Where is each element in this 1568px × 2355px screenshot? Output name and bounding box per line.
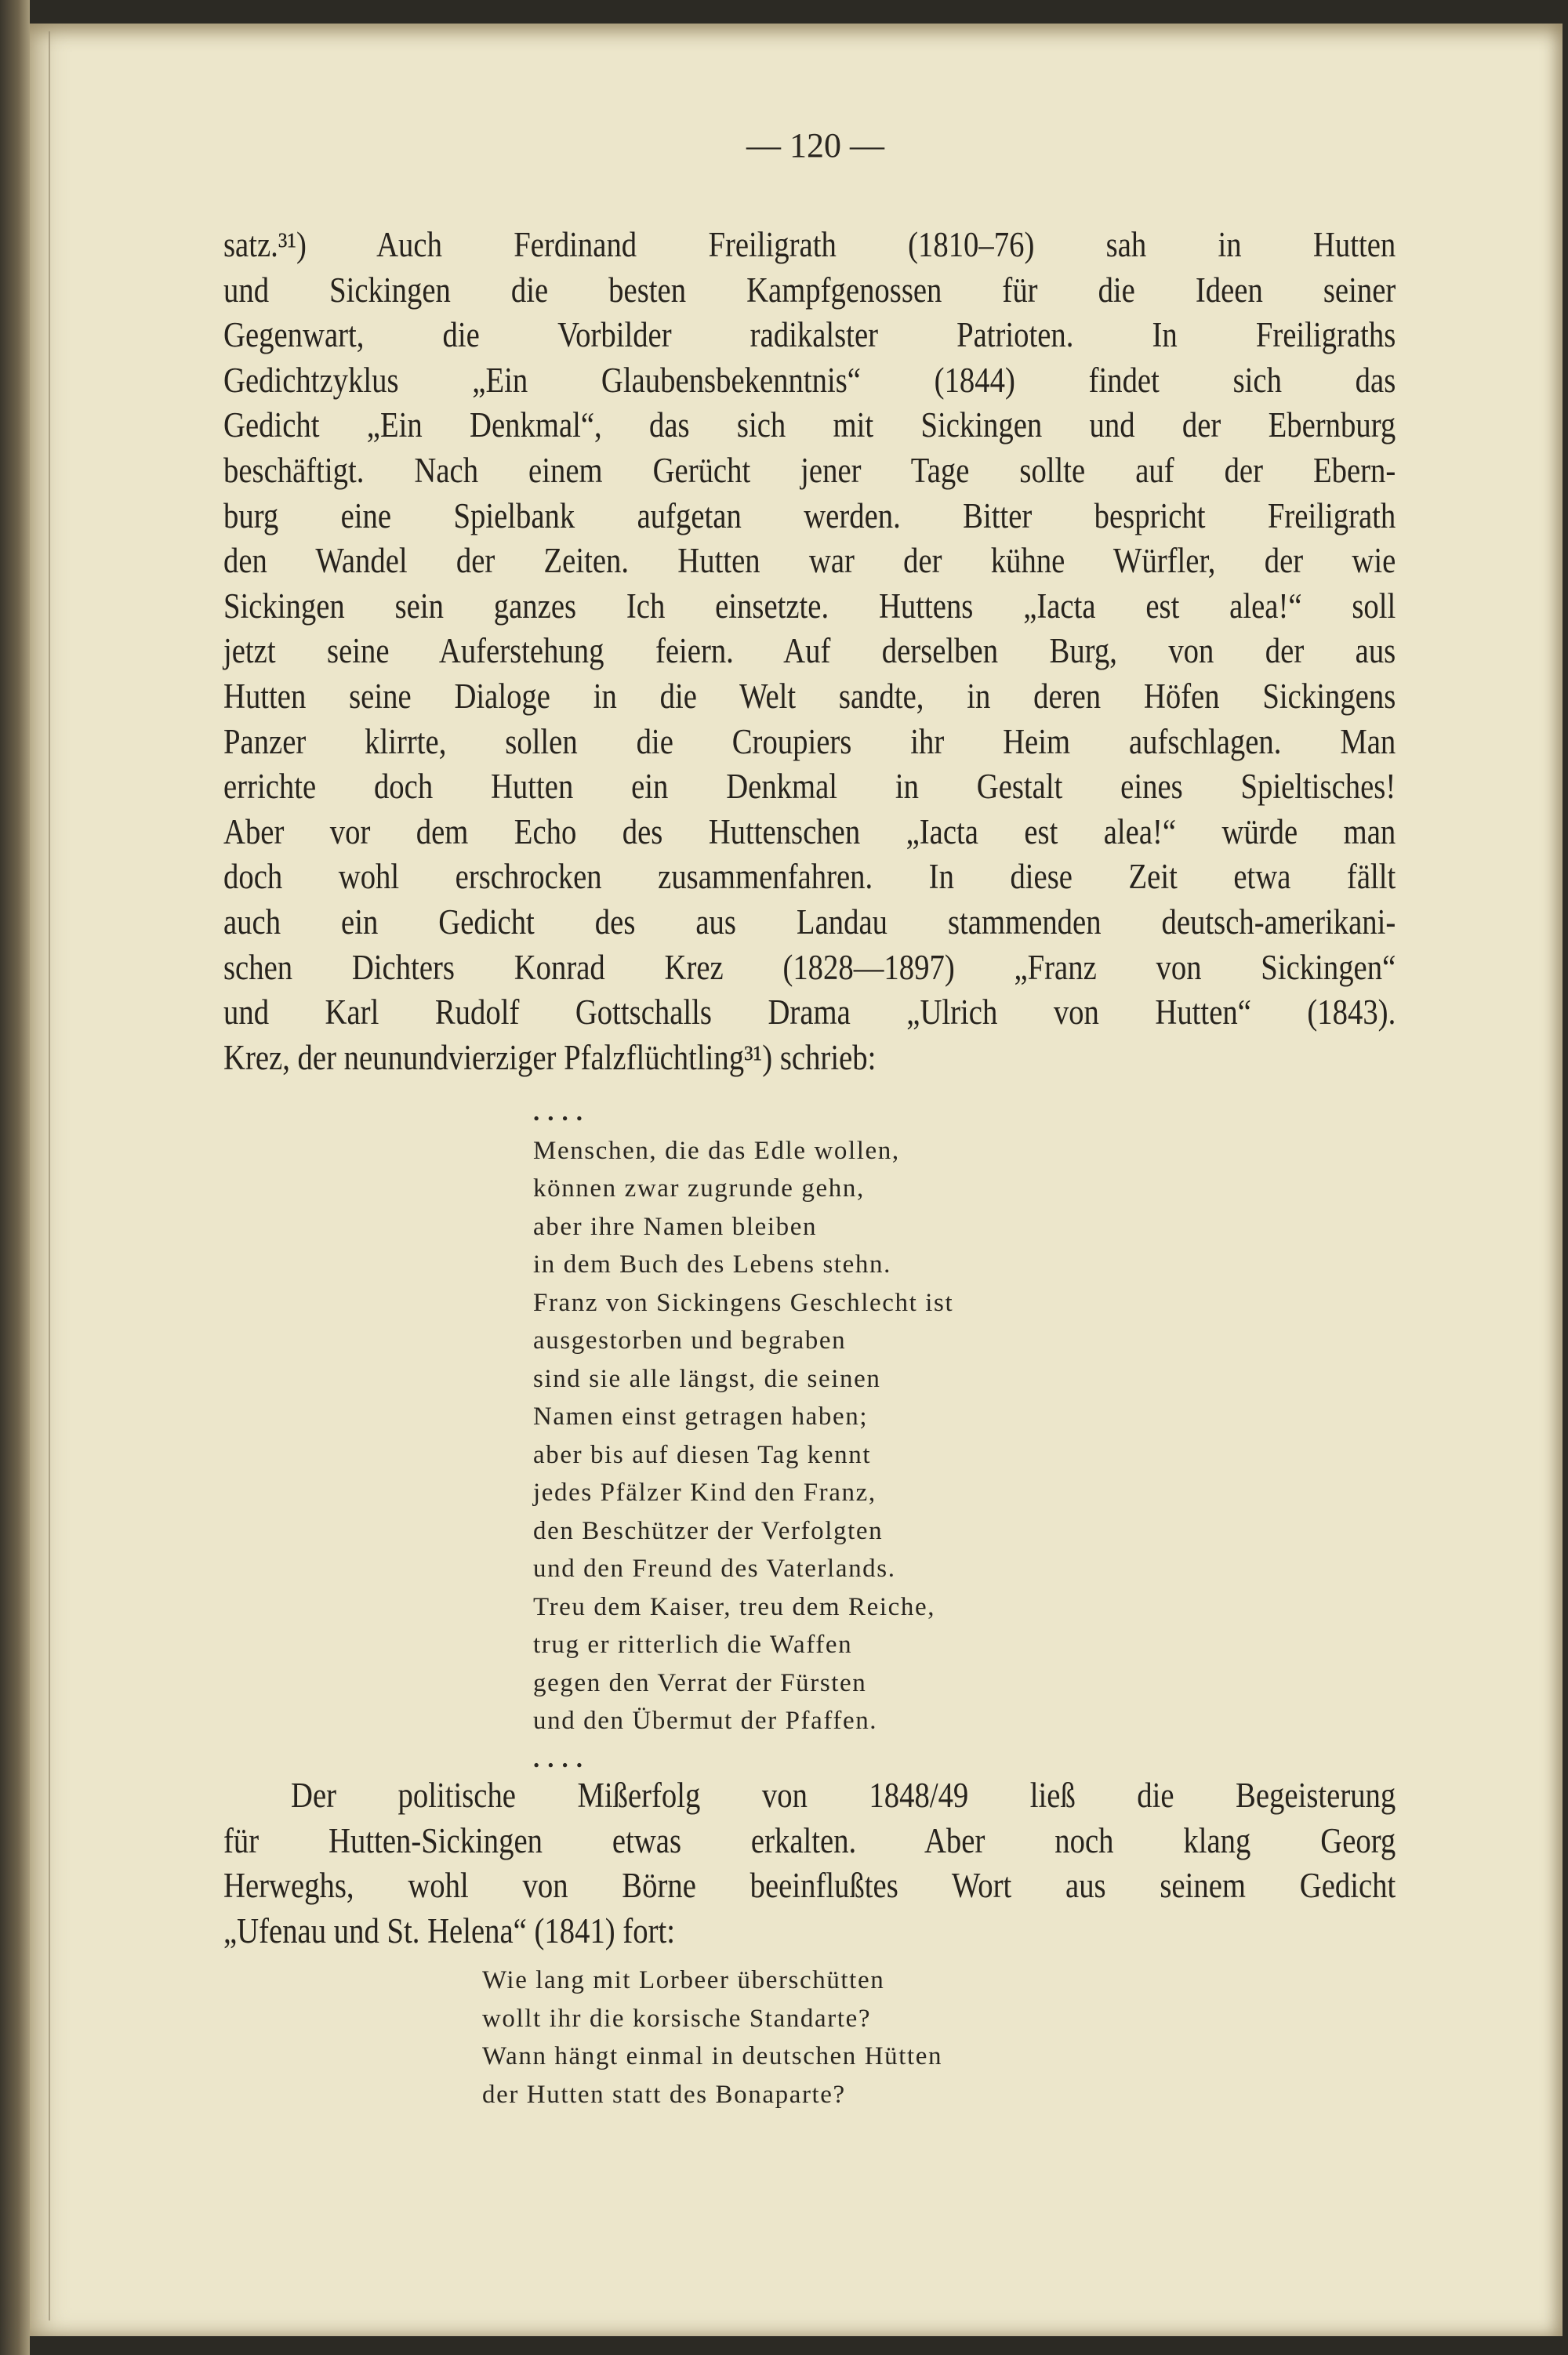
paragraph-1 (223, 223, 1396, 1080)
poem-line: Treu dem Kaiser, treu dem Reiche, (533, 1592, 936, 1621)
text-line: Der politische Mißerfolg von 1848/49 ließ die Begeisterung (291, 1776, 1396, 1815)
page-edge-line (49, 31, 50, 2321)
poem-line: wollt ihr die korsische Standarte? (482, 2004, 872, 2033)
text-line: satz.³¹) Auch Ferdinand Freiligrath (1810–76) sah in Hutten (223, 225, 1396, 264)
text-line: beschäftigt. Nach einem Gerücht jener Tage sollte auf der Ebern- (223, 450, 1396, 490)
text-line: auch ein Gedicht des aus Landau stammenden deutsch-amerikani- (223, 902, 1396, 942)
poem-line: und den Freund des Vaterlands. (533, 1555, 896, 1583)
poem-krez (533, 1094, 953, 1778)
text-line: Sickingen sein ganzes Ich einsetzte. Huttens „Iacta est alea!“ soll (223, 586, 1396, 626)
text-line: Panzer klirrte, sollen die Croupiers ihr Heim aufschlagen. Man (223, 721, 1396, 761)
poem-line: sind sie alle längst, die seinen (533, 1364, 881, 1393)
text-line: doch wohl erschrocken zusammenfahren. In diese Zeit etwa fällt (223, 857, 1396, 897)
text-line: und Karl Rudolf Gottschalls Drama „Ulrich von Hutten“ (1843). (223, 992, 1396, 1032)
book-gutter (0, 0, 30, 2355)
poem-line: Wie lang mit Lorbeer überschütten (482, 1966, 885, 1994)
text-line: Gedichtzyklus „Ein Glaubensbekenntnis“ (1844) findet sich das (223, 360, 1396, 400)
text-line: Gedicht „Ein Denkmal“, das sich mit Sickingen und der Ebernburg (223, 405, 1396, 445)
poem-line: der Hutten statt des Bonaparte? (482, 2080, 846, 2109)
poem-line: gegen den Verrat der Fürsten (533, 1668, 867, 1697)
text-line: und Sickingen die besten Kampfgenossen für die Ideen seiner (223, 270, 1396, 310)
text-line: „Ufenau und St. Helena“ (1841) fort: (223, 1910, 676, 1950)
paragraph-2 (223, 1773, 1396, 1954)
poem-line: ausgestorben und begraben (533, 1326, 847, 1355)
ellipsis: .... (533, 1744, 590, 1773)
poem-line: und den Übermut der Pfaffen. (533, 1707, 878, 1735)
text-line: jetzt seine Auferstehung feiern. Auf derselben Burg, von der aus (223, 631, 1396, 671)
poem-line: Wann hängt einmal in deutschen Hütten (482, 2042, 943, 2070)
poem-line: in dem Buch des Lebens stehn. (533, 1250, 891, 1279)
poem-line: trug er ritterlich die Waffen (533, 1631, 853, 1659)
text-line: Krez, der neunundvierziger Pfalzflüchtling³¹) schrieb: (223, 1037, 877, 1077)
poem-line: Namen einst getragen haben; (533, 1402, 869, 1431)
text-line: Aber vor dem Echo des Huttenschen „Iacta est alea!“ würde man (223, 811, 1396, 851)
text-line: für Hutten-Sickingen etwas erkalten. Aber noch klang Georg (223, 1820, 1396, 1860)
page-number: — 120 — (746, 126, 884, 165)
poem-line: aber ihre Namen bleiben (533, 1212, 818, 1241)
text-line: Hutten seine Dialoge in die Welt sandte, in deren Höfen Sickingens (223, 676, 1396, 716)
text-line: den Wandel der Zeiten. Hutten war der kühne Würfler, der wie (223, 541, 1396, 581)
text-line: burg eine Spielbank aufgetan werden. Bitter bespricht Freiligrath (223, 495, 1396, 535)
poem-line: können zwar zugrunde gehn, (533, 1174, 865, 1203)
text-line: schen Dichters Konrad Krez (1828—1897) „Franz von Sickingen“ (223, 947, 1396, 987)
poem-line: jedes Pfälzer Kind den Franz, (533, 1479, 877, 1507)
poem-line: aber bis auf diesen Tag kennt (533, 1440, 872, 1469)
ellipsis: .... (533, 1098, 590, 1127)
poem-line: den Beschützer der Verfolgten (533, 1516, 884, 1545)
poem-herwegh (482, 1961, 942, 2114)
poem-line: Menschen, die das Edle wollen, (533, 1136, 900, 1165)
poem-line: Franz von Sickingens Geschlecht ist (533, 1288, 954, 1317)
text-line: errichte doch Hutten ein Denkmal in Gestalt eines Spieltisches! (223, 767, 1396, 807)
text-line: Herweghs, wohl von Börne beeinflußtes Wort aus seinem Gedicht (223, 1866, 1396, 1906)
text-line: Gegenwart, die Vorbilder radikalster Patrioten. In Freiligraths (223, 315, 1396, 355)
